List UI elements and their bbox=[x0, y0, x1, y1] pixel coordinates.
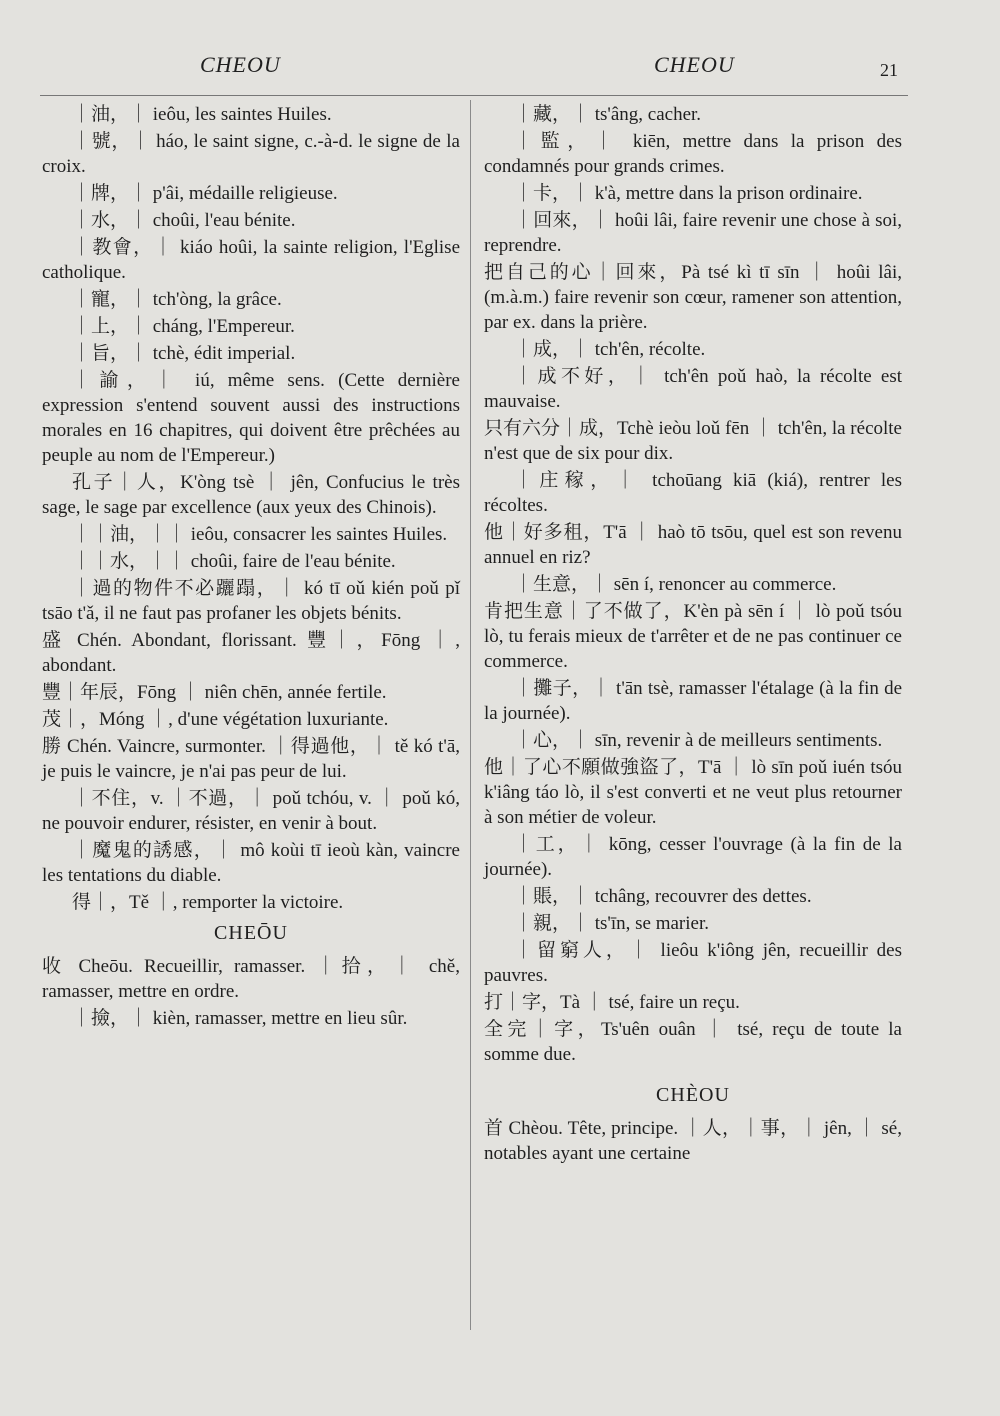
dictionary-entry: ｜監，｜ kiēn, mettre dans la prison des condamnés pour grands crimes. bbox=[484, 131, 902, 177]
dictionary-entry: ｜寵，｜ tch'òng, la grâce. bbox=[72, 289, 282, 310]
dictionary-entry: ｜工，｜ kōng, cesser l'ouvrage (à la fin de la journée). bbox=[484, 834, 902, 880]
dictionary-entry: 茂｜，Móng ｜, d'une végétation luxuriante. bbox=[42, 709, 389, 730]
dictionary-entry: ｜過的物件不必躧蹋，｜ kó tī oǔ kién poǔ pǐ tsāo t'ǎ, il ne faut pas profaner les objets bénits. bbox=[42, 578, 460, 624]
left-column bbox=[42, 102, 460, 1033]
dictionary-entry: ｜卡，｜ k'à, mettre dans la prison ordinaire. bbox=[514, 183, 863, 204]
column-divider bbox=[470, 100, 471, 1330]
running-header-right: CHEOU bbox=[654, 52, 735, 77]
dictionary-entry: ｜號，｜ háo, le saint signe, c.-à-d. le signe de la croix. bbox=[42, 131, 460, 177]
dictionary-entry: 他｜好多租，T'ā ｜ haò tō tsōu, quel est son revenu annuel en riz? bbox=[484, 522, 902, 568]
right-column bbox=[484, 102, 902, 1168]
dictionary-entry: ｜心，｜ sīn, revenir à de meilleurs sentiments. bbox=[514, 730, 883, 751]
headword-entry: 首 Chèou. Tête, principe. ｜人，｜事，｜ jên, ｜ sé, notables ayant une certaine bbox=[484, 1118, 902, 1164]
dictionary-entry: ｜｜油，｜｜ ieôu, consacrer les saintes Huiles. bbox=[72, 524, 448, 545]
headword-entry: 勝 Chén. Vaincre, surmonter. ｜得過他，｜ tě kó t'ā, je puis le vaincre, je n'ai pas peur de lui. bbox=[42, 736, 460, 782]
dictionary-entry: ｜不住，v. ｜不過，｜ poǔ tchóu, v. ｜ poǔ kó, ne pouvoir endurer, résister, en venir à bout. bbox=[42, 788, 460, 834]
dictionary-entry: ｜生意，｜ sēn í, renoncer au commerce. bbox=[514, 574, 837, 595]
section-heading: CHÈOU bbox=[656, 1084, 730, 1106]
dictionary-entry: ｜上，｜ cháng, l'Empereur. bbox=[72, 316, 295, 337]
headword-entry: 盛 Chén. Abondant, florissant. 豐｜，Fōng ｜, abondant. bbox=[42, 630, 460, 676]
dictionary-entry: ｜教會，｜ kiáo hoûi, la sainte religion, l'Eglise catholique. bbox=[42, 237, 460, 283]
dictionary-entry: ｜魔鬼的誘感，｜ mô koùi tī ieoù kàn, vaincre les tentations du diable. bbox=[42, 840, 460, 886]
dictionary-entry: 只有六分｜成，Tchè ieòu loǔ fēn ｜ tch'ên, la récolte n'est que de six pour dix. bbox=[484, 418, 902, 464]
dictionary-entry: 孔子｜人，K'òng tsè ｜ jên, Confucius le très sage, le sage par excellence (aux yeux des Chinois). bbox=[42, 472, 460, 518]
headword-entry: 收 Cheōu. Recueillir, ramasser. ｜拾，｜ chě, ramasser, mettre en ordre. bbox=[42, 956, 460, 1002]
dictionary-entry: 他｜了心不願做強盜了，T'ā ｜ lò sīn poǔ iuén tsóu k'iâng táo lò, il s'est converti et ne veut plus retourner à son métier de voleur. bbox=[484, 757, 902, 828]
dictionary-entry: ｜水，｜ choûi, l'eau bénite. bbox=[72, 210, 296, 231]
dictionary-entry: ｜諭，｜ iú, même sens. (Cette dernière expression s'entend souvent aussi des instructions morales en 16 chapitres, qui doivent être prêchées au peuple au nom de l'Empereur.) bbox=[42, 370, 460, 466]
dictionary-entry: ｜成，｜ tch'ên, récolte. bbox=[514, 339, 706, 360]
dictionary-entry: ｜回來，｜ hoûi lâi, faire revenir une chose à soi, reprendre. bbox=[484, 210, 902, 256]
dictionary-entry: 豐｜年辰，Fōng ｜ niên chēn, année fertile. bbox=[42, 682, 387, 703]
dictionary-entry: 全完｜字，Ts'uên ouân ｜ tsé, reçu de toute la somme due. bbox=[484, 1019, 902, 1065]
dictionary-entry: ｜牌，｜ p'âi, médaille religieuse. bbox=[72, 183, 338, 204]
dictionary-entry: ｜藏，｜ ts'âng, cacher. bbox=[514, 104, 702, 125]
dictionary-entry: ｜庄稼，｜ tchoūang kiā (kiá), rentrer les récoltes. bbox=[484, 470, 902, 516]
dictionary-entry: ｜旨，｜ tchè, édit imperial. bbox=[72, 343, 296, 364]
dictionary-entry: 肯把生意｜了不做了，K'èn pà sēn í ｜ lò poǔ tsóu lò, tu ferais mieux de t'arrêter et de ne pas continuer ce commerce. bbox=[484, 601, 902, 672]
running-header-left: CHEOU bbox=[200, 52, 281, 77]
dictionary-entry: 得｜，Tě ｜, remporter la victoire. bbox=[72, 892, 344, 913]
spacer bbox=[484, 1069, 902, 1077]
dictionary-entry: ｜攤子，｜ t'ān tsè, ramasser l'étalage (à la fin de la journée). bbox=[484, 678, 902, 724]
section-heading: CHEŌU bbox=[214, 922, 288, 944]
page-number: 21 bbox=[880, 60, 898, 80]
dictionary-entry: ｜親，｜ ts'īn, se marier. bbox=[514, 913, 709, 934]
dictionary-entry: 把自己的心｜回來，Pà tsé kì tī sīn ｜ hoûi lâi, (m.à.m.) faire revenir son cœur, ramener son attention, par ex. dans la prière. bbox=[484, 262, 902, 333]
dictionary-entry: ｜留窮人，｜ lieôu k'iông jên, recueillir des pauvres. bbox=[484, 940, 902, 986]
dictionary-entry: ｜｜水，｜｜ choûi, faire de l'eau bénite. bbox=[72, 551, 396, 572]
dictionary-entry: ｜成不好，｜ tch'ên poǔ haò, la récolte est mauvaise. bbox=[484, 366, 902, 412]
dictionary-entry: ｜油，｜ ieôu, les saintes Huiles. bbox=[72, 104, 332, 125]
dictionary-entry: 打｜字，Tà ｜ tsé, faire un reçu. bbox=[484, 992, 740, 1013]
dictionary-entry: ｜賬，｜ tchâng, recouvrer des dettes. bbox=[514, 886, 812, 907]
dictionary-entry: ｜撿，｜ kièn, ramasser, mettre en lieu sûr. bbox=[72, 1008, 408, 1029]
header-rule bbox=[40, 95, 908, 96]
